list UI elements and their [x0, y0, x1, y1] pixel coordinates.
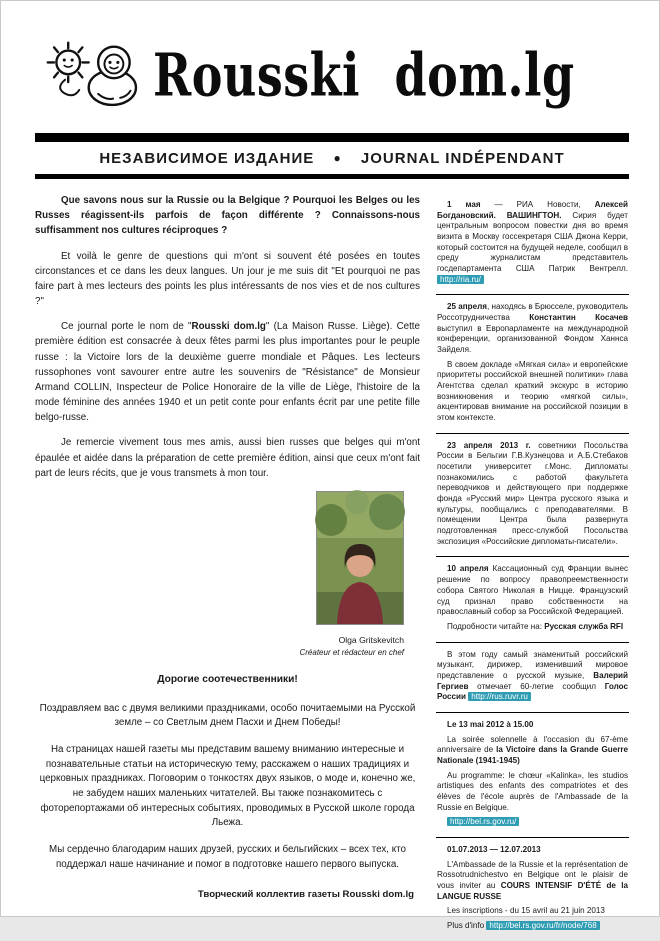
tagline-french: JOURNAL INDÉPENDANT	[360, 150, 565, 167]
news-paragraph	[437, 650, 628, 703]
hyperlink[interactable]: http://ria.ru/	[437, 275, 484, 284]
news-item	[436, 433, 629, 557]
news-item	[436, 556, 629, 641]
greeting-section	[35, 672, 420, 904]
text-run: советники Посольства России в Бельгии Г.В.Кузнецова и А.Б.Стебаков посетили университет г.Монс. Дипломаты познакомились с работой факультета переводчиков и действующего при поддержке фонда «Русский мир» Центра русского языка и культуры, пообщались с преподавателями. В помещении Центра была развернута подготовленная пресс-службой Посольства экспозиция «Российские дипломаты-писатели».	[437, 440, 628, 546]
text-run: В своем докладе «Мягкая сила» и европейские приоритеты российской внешней политики» глава Агентства сделал краткий экскурс в историю возникновения и теорию «мягкой силы», акцентировав внимание на российской позиции в этом контексте.	[437, 359, 628, 423]
editor-photo	[316, 491, 404, 625]
news-item	[436, 712, 629, 837]
hyperlink[interactable]: http://bel.rs.gov.ru/fr/node/768	[486, 921, 599, 930]
text-run: Валерий Гергиев	[437, 670, 628, 691]
editorial-column	[35, 193, 420, 903]
text-run: Que savons nous sur la Russie ou la Belgique ? Pourquoi les Belges ou les Russes réagissent-ils parfois de façon différente ? Connaissons-nous suffisamment nos cultures réciproques ?	[35, 195, 420, 237]
newspaper-title: Rousski dom.lg	[153, 40, 575, 110]
tagline-russian: НЕЗАВИСИМОЕ ИЗДАНИЕ	[99, 150, 315, 167]
news-paragraph	[437, 564, 628, 617]
top-rule	[35, 133, 629, 142]
news-item	[436, 642, 629, 712]
text-run: Кассационный суд Франции вынес решение по вопросу правопреемственности собора Святого Николая в Ницце. Французский суд признал право собственности на православный собор за Российской Федерацией.	[437, 564, 629, 617]
news-paragraph	[437, 817, 628, 828]
photo-caption	[272, 634, 404, 660]
text-run: В этом году самый знаменитый российский музыкант, дирижер, изменивший мировое представление о русской музыке,	[437, 649, 628, 680]
news-item	[436, 837, 629, 941]
news-paragraph	[437, 200, 628, 285]
text-run: 25 апреля	[447, 302, 487, 312]
text-run: 23 апреля 2013 г.	[447, 440, 531, 450]
text-run: — РИА Новости,	[480, 200, 595, 209]
masthead	[43, 27, 629, 123]
editorial-paragraphs	[35, 193, 420, 481]
greeting-paragraph: Поздравляем вас с двумя великими праздниками, особо почитаемыми на Русской земле – со Светлым днем Пасхи и Днем Победы!	[39, 702, 416, 729]
mascot-logo-icon	[43, 35, 147, 115]
text-run: La soirée solennelle à l'occasion du 67-ème anniversaire de	[437, 734, 628, 755]
news-list	[436, 193, 629, 941]
text-run: Les inscriptions - du 15 avril au 21 juin 2013	[447, 906, 605, 916]
text-run: " (La Maison Russe. Liège). Cette première édition est consacrée à deux fêtes parmi les plus importantes pour le peuple russe : la Victoire lors de la deuxième guerre mondiale et Pâques. Les lecteurs russophones vont savourer entre autre les souvenirs de "Résistance" de Monsieur Armand COLLIN, Inspecteur de Police Honoraire de la ville de Liège, l'histoire de la mode féminine des années 1940 et un petit conte pour enfants écrit par une petite fille belgo-russe.	[35, 321, 420, 424]
text-run: выступил в Европарламенте на международной конференции, организованной Фондом Ханнса Зайделя.	[437, 323, 628, 355]
editorial-paragraph	[35, 249, 420, 310]
text-run: Константин Косачев	[529, 313, 628, 323]
text-run: отмечает 60-летие сообщил	[468, 681, 605, 691]
content-columns	[35, 193, 629, 941]
text-run: Сирия будет центральным вопросом повестки дня во время визита в Москву госсекретаря США Джона Керри, который состоится на будущей неделе, сообщил в среду журналистам представитель госдепартамента США Патрик Вентрелл.	[437, 210, 628, 274]
text-run: Голос России	[437, 681, 628, 702]
greeting-paragraph: Мы сердечно благодарим наших друзей, русских и бельгийских – всех тех, кто поддержал наше начинание и помог в подготовке нашего первого выпуска.	[49, 844, 406, 870]
photo-caption-name: Olga Gritskevitch	[338, 635, 404, 646]
news-paragraph	[437, 441, 628, 548]
editorial-paragraph	[35, 435, 420, 481]
news-column	[436, 193, 629, 941]
photo-caption-role: Créateur et rédacteur en chef	[299, 648, 404, 658]
editorial-paragraph	[35, 193, 420, 239]
greeting-paragraph: На страницах нашей газеты мы представим вашему вниманию интересные и познавательные статьи на историческую тему, расскажем о наших традициях и церковных праздниках. Поговорим о тонкостях двух языков, о моде и, конечно же, не забудем наших маленьких читателей. Вы также познакомитесь с фоторепортажами об интересных событиях, проводимых в Русской школе города Льежа.	[39, 743, 416, 829]
text-run: Алексей Богдановский. ВАШИНГТОН.	[437, 200, 628, 220]
greeting-paragraphs	[35, 702, 420, 873]
text-run: Au programme: le chœur «Kalinka», les studios artistiques des enfants des compatriotes et des élèves de l'école auprès de l'Ambassade de la Russie en Belgique.	[437, 770, 628, 812]
news-paragraph	[437, 360, 628, 424]
text-run: Русская служба RFI	[544, 621, 624, 631]
news-paragraph	[437, 771, 628, 814]
text-run: COURS INTENSIF D'ÉTÉ de la LANGUE RUSSE	[437, 880, 628, 901]
text-run: Le 13 mai 2012 à 15.00	[447, 719, 534, 729]
news-paragraph	[437, 622, 628, 633]
news-paragraph	[437, 302, 628, 355]
news-paragraph	[437, 720, 628, 731]
text-run: Et voilà le genre de questions qui m'ont si souvent été posées en toutes circonstances et ce dans les deux langues. Un jour je me suis dit "Et pourquoi ne pas faire part à mes lecteurs des points les plus intéressants de nos vies et de nos cultures ?"	[35, 250, 420, 308]
news-paragraph	[437, 735, 628, 767]
text-run: L'Ambassade de la Russie et la représentation de Rossotrudnichestvo en Belgique ont le plaisir de vous inviter au	[437, 859, 628, 890]
editorial-paragraph	[35, 319, 420, 425]
bullet-separator-icon: ●	[333, 151, 342, 165]
text-run: , находясь в Брюсселе, руководитель Россотрудничества	[437, 302, 629, 323]
greeting-heading: Дорогие соотечественники!	[157, 673, 298, 685]
news-paragraph	[437, 921, 628, 932]
bottom-rule	[35, 174, 629, 179]
hyperlink[interactable]: http://rus.ruvr.ru	[468, 692, 531, 701]
news-paragraph	[437, 906, 628, 917]
text-run: 10 апреля	[447, 564, 489, 574]
hyperlink[interactable]: http://bel.rs.gov.ru/	[447, 817, 519, 826]
tagline	[35, 142, 629, 174]
text-run: 1 мая	[447, 200, 481, 209]
text-run: Plus d'info	[447, 920, 487, 930]
news-item	[436, 193, 629, 294]
text-run: 01.07.2013 — 12.07.2013	[447, 844, 541, 854]
editor-photo-block	[272, 491, 404, 660]
news-paragraph	[437, 845, 628, 856]
news-paragraph	[437, 860, 628, 903]
text-run: la Victoire dans la Grande Guerre Nationale (1941-1945)	[437, 745, 628, 765]
text-run: Подробности читайте на:	[447, 621, 545, 631]
text-run: Je remercie vivement tous mes amis, aussi bien russes que belges qui m'ont épaulée et aidée dans la préparation de cette première édition, ainsi que ceux m'ont fait part de leurs récits, que je vous transmets à mon tour.	[35, 437, 420, 479]
text-run: Rousski dom.lg	[191, 321, 266, 333]
news-item	[436, 294, 629, 432]
text-run: Ce journal porte le nom de "	[61, 321, 192, 333]
editorial-signature: Творческий коллектив газеты Rousski dom.lg	[197, 889, 414, 901]
